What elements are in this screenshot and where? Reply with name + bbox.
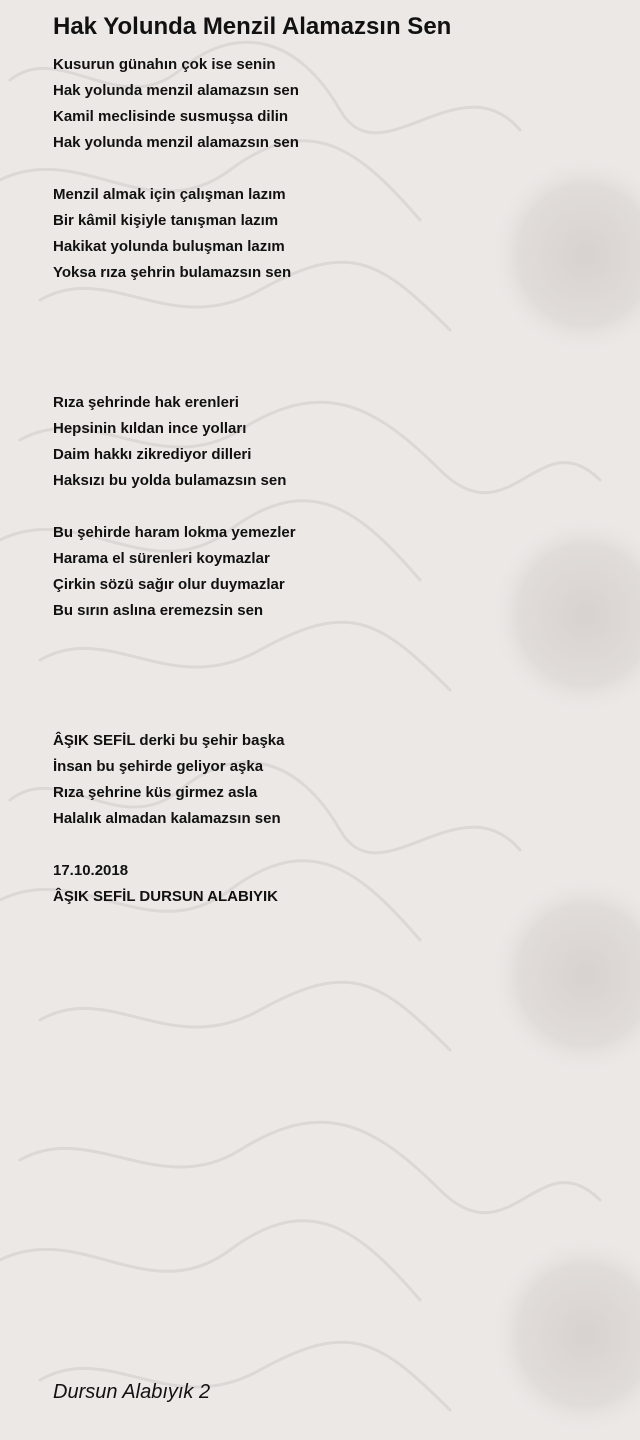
poem-line: Hakikat yolunda buluşman lazım xyxy=(53,238,285,255)
poem-line: Bu sırın aslına eremezsin sen xyxy=(53,602,264,619)
stanza-break xyxy=(53,286,299,390)
poem-line: ÂŞIK SEFİL DURSUN ALABIYIK xyxy=(53,888,279,905)
poem-line: Hak yolunda menzil alamazsın sen xyxy=(53,82,299,99)
poem-line: Rıza şehrinde hak erenleri xyxy=(53,394,239,411)
stanza-break xyxy=(53,156,299,182)
poem-body xyxy=(53,52,299,910)
stanza-break xyxy=(53,832,299,858)
author-name: Dursun Alabıyık 2 xyxy=(53,1381,211,1403)
stanza-break xyxy=(53,494,299,520)
poem-line: Bu şehirde haram lokma yemezler xyxy=(53,524,296,541)
poem-line: Kusurun günahın çok ise senin xyxy=(53,56,276,73)
poem-line: Hepsinin kıldan ince yolları xyxy=(53,420,247,437)
poem-line: Daim hakkı zikrediyor dilleri xyxy=(53,446,252,463)
poem-line: Bir kâmil kişiyle tanışman lazım xyxy=(53,212,279,229)
poem-line: ÂŞIK SEFİL derki bu şehir başka xyxy=(53,732,285,749)
poem-line: 17.10.2018 xyxy=(53,862,129,879)
poem-line: Menzil almak için çalışman lazım xyxy=(53,186,286,203)
ink-blot xyxy=(490,155,640,1435)
poem-line: Hak yolunda menzil alamazsın sen xyxy=(53,134,299,151)
poem-line: İnsan bu şehirde geliyor aşka xyxy=(53,758,264,775)
poem-line: Çirkin sözü sağır olur duymazlar xyxy=(53,576,285,593)
poem-line: Kamil meclisinde susmuşsa dilin xyxy=(53,108,289,125)
poem-line: Yoksa rıza şehrin bulamazsın sen xyxy=(53,264,292,281)
poem-line: Halalık almadan kalamazsın sen xyxy=(53,810,281,827)
poem-title: Hak Yolunda Menzil Alamazsın Sen xyxy=(53,13,452,40)
poem-line: Haksızı bu yolda bulamazsın sen xyxy=(53,472,287,489)
poem-line: Harama el sürenleri koymazlar xyxy=(53,550,270,567)
poem-line: Rıza şehrine küs girmez asla xyxy=(53,784,258,801)
stanza-break xyxy=(53,624,299,728)
